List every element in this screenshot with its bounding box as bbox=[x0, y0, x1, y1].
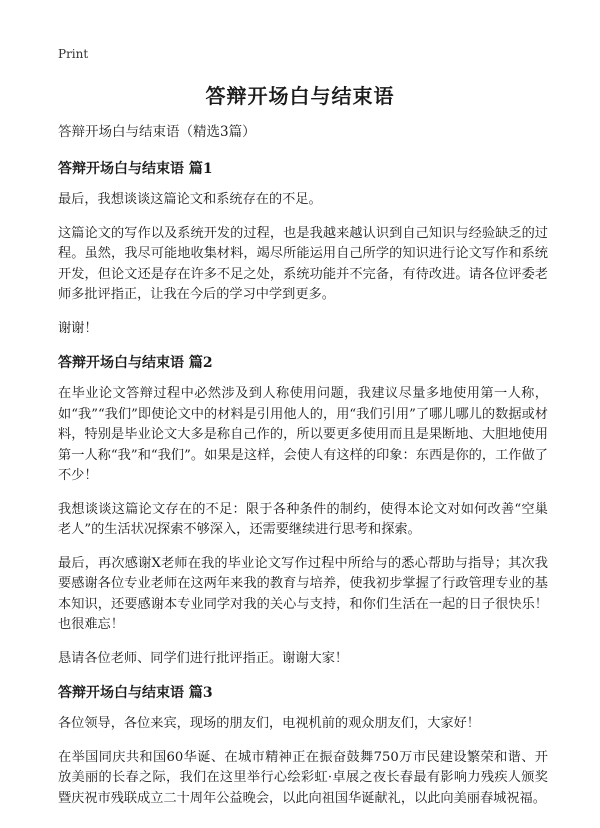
document-content bbox=[58, 120, 548, 822]
paragraph: 最后，再次感谢X老师在我的毕业论文写作过程中所给与的悉心帮助与指导；其次我要感谢各位专业老师在这两年来我的教育与培养，使我初步掌握了行政管理专业的基本知识，还要感谢本专业同学对我的关心与支持，和你们生活在一起的日子很快乐！也很难忘！ bbox=[58, 555, 548, 632]
paragraph: 我想谈谈这篇论文存在的不足：限于各种条件的制约，使得本论文对如何改善“空巢老人”的生活状况探索不够深入，还需要继续进行思考和探索。 bbox=[58, 501, 548, 537]
print-link[interactable]: Print bbox=[58, 47, 89, 61]
paragraph: 最后，我想谈谈这篇论文和系统存在的不足。 bbox=[58, 192, 322, 207]
section-3 bbox=[58, 682, 548, 809]
paragraph: 恳请各位老师、同学们进行批评指正。谢谢大家！ bbox=[58, 650, 349, 666]
document-subtitle: 答辩开场白与结束语（精选3篇） bbox=[58, 124, 256, 140]
section-2 bbox=[58, 352, 548, 669]
section-heading: 答辩开场白与结束语 篇3 bbox=[58, 685, 213, 701]
paragraph: 在毕业论文答辩过程中必然涉及到人称使用问题，我建议尽量多地使用第一人称，如“我”“我们”即使论文中的材料是引用他人的，用“我们引用”了哪儿哪儿的数据或材料，特别是毕业论文大多是称自己作的，所以要更多使用而且是果断地、大胆地使用第一人称“我”和“我们”。如果是这样，会使人有这样的印象：东西是你的，工作做了不少！ bbox=[58, 386, 548, 483]
section-heading: 答辩开场白与结束语 篇2 bbox=[58, 355, 213, 371]
document-title: 答辩开场白与结束语 bbox=[205, 84, 395, 108]
section-heading: 答辩开场白与结束语 篇1 bbox=[58, 161, 213, 177]
paragraph: 这篇论文的写作以及系统开发的过程，也是我越来越认识到自己知识与经验缺乏的过程。虽然，我尽可能地收集材料，竭尽所能运用自己所学的知识进行论文写作和系统开发，但论文还是存在许多不足之处，系统功能并不完备，有待改进。请各位评委老师多批评指正，让我在今后的学习中学到更多。 bbox=[58, 225, 548, 302]
section-1 bbox=[58, 158, 548, 339]
paragraph: 各位领导，各位来宾，现场的朋友们，电视机前的观众朋友们，大家好！ bbox=[58, 716, 480, 731]
paragraph: 谢谢！ bbox=[58, 320, 98, 336]
paragraph: 在举国同庆共和国60华诞、在城市精神正在振奋鼓舞750万市民建设繁荣和谐、开放美丽的长春之际，我们在这里举行心绘彩虹·卓展之夜长春最有影响力残疾人颁奖暨庆祝市残联成立二十周年公益晚会，以此向祖国华诞献礼，以此向美丽春城祝福。 bbox=[58, 749, 548, 806]
